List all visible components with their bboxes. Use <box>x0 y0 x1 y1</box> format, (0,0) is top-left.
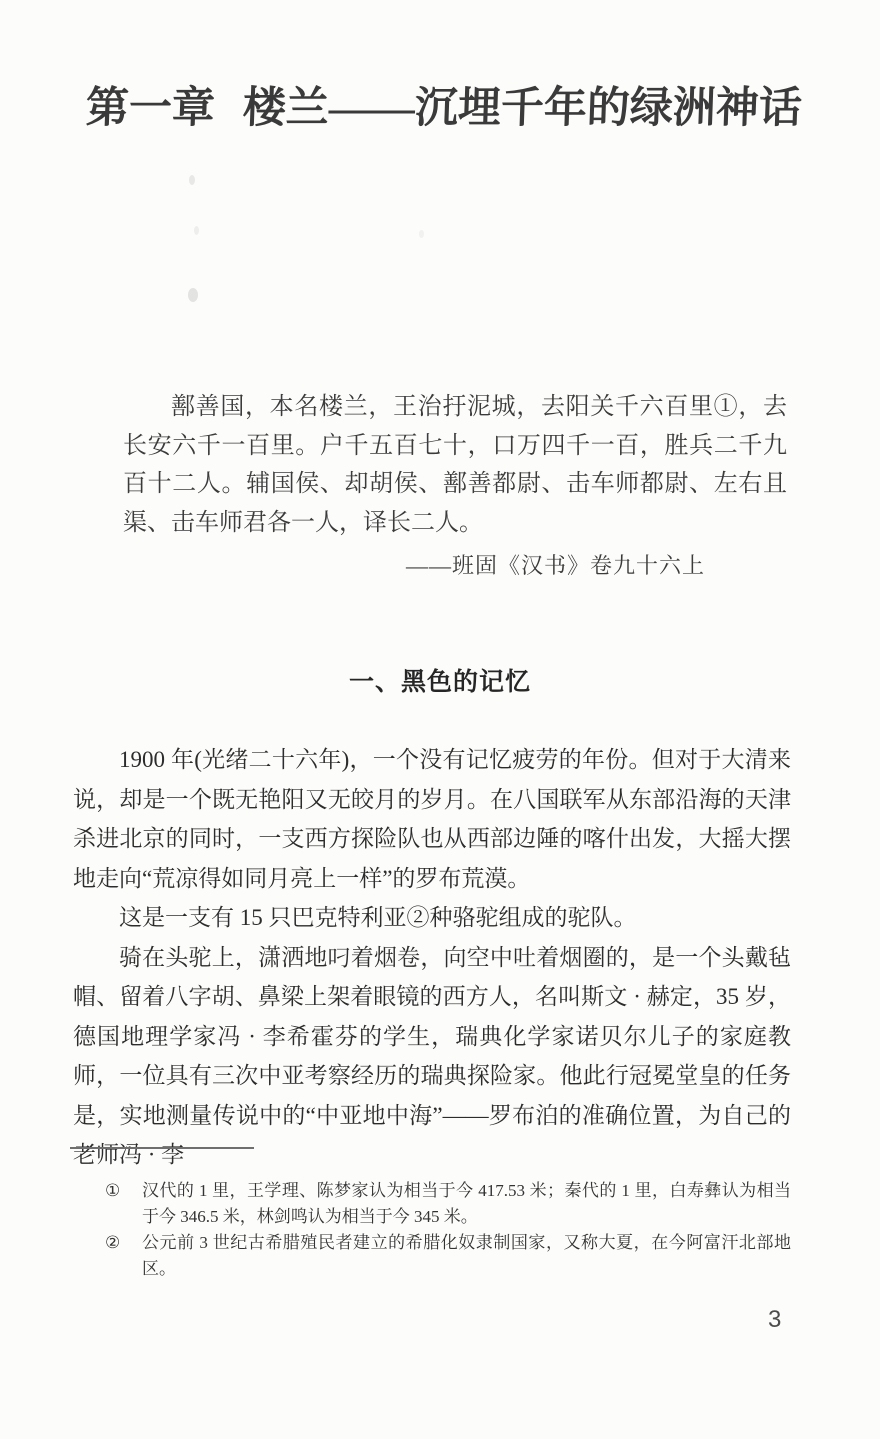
footnote <box>105 1230 791 1282</box>
chapter-heading <box>85 74 827 135</box>
paper-smudge <box>194 226 199 235</box>
footnote-text: 公元前 3 世纪古希腊殖民者建立的希腊化奴隶制国家，又称大夏，在今阿富汗北部地区。 <box>142 1233 791 1278</box>
chapter-title-text: 楼兰——沉埋千年的绿洲神话 <box>242 85 803 132</box>
footnote-divider <box>70 1147 254 1149</box>
footnote-text: 汉代的 1 里，王学理、陈梦家认为相当于今 417.53 米；秦代的 1 里，白寿彝认为相当于今 346.5 米，林剑鸣认为相当于今 345 米。 <box>142 1181 791 1226</box>
body-paragraph: 这是一支有 15 只巴克特利亚②种骆驼组成的驼队。 <box>119 905 637 930</box>
footnotes-block <box>105 1178 791 1282</box>
body-paragraph: 1900 年(光绪二十六年)，一个没有记忆疲劳的年份。但对于大清来说，却是一个既无艳阳又无皎月的岁月。在八国联军从东部沿海的天津杀进北京的同时，一支西方探险队也从西部边陲的喀什出发，大摇大摆地走向“荒凉得如同月亮上一样”的罗布荒漠。 <box>73 747 791 891</box>
section-heading: 一、黑色的记忆 <box>348 668 531 696</box>
footnote <box>105 1178 791 1230</box>
epigraph-attribution: ——班固《汉书》卷九十六上 <box>405 553 705 578</box>
body-text <box>73 740 791 1175</box>
epigraph-quote: 鄯善国，本名楼兰，王治扜泥城，去阳关千六百里①，去长安六千一百里。户千五百七十，口万四千一百，胜兵二千九百十二人。辅国侯、却胡侯、鄯善都尉、击车师都尉、左右且渠、击车师君各一人，译长二人。 <box>123 394 787 536</box>
chapter-number-label: 第一章 <box>85 85 216 132</box>
paper-smudge <box>189 175 195 185</box>
paper-smudge <box>419 230 424 238</box>
footnote-marker: ① <box>105 1181 121 1200</box>
body-paragraph: 骑在头驼上，潇洒地叼着烟卷，向空中吐着烟圈的，是一个头戴毡帽、留着八字胡、鼻梁上架着眼镜的西方人，名叫斯文 · 赫定，35 岁，德国地理学家冯 · 李希霍芬的学生，瑞典化学家诺贝尔儿子的家庭教师，一位具有三次中亚考察经历的瑞典探险家。他此行冠冕堂皇的任务是，实地测量传说中的“中亚地中海”——罗布泊的准确位置，为自己的老师冯 · 李 <box>73 944 791 1167</box>
page-number: 3 <box>768 1306 782 1333</box>
paper-smudge <box>188 288 198 302</box>
footnote-marker: ② <box>105 1233 121 1252</box>
